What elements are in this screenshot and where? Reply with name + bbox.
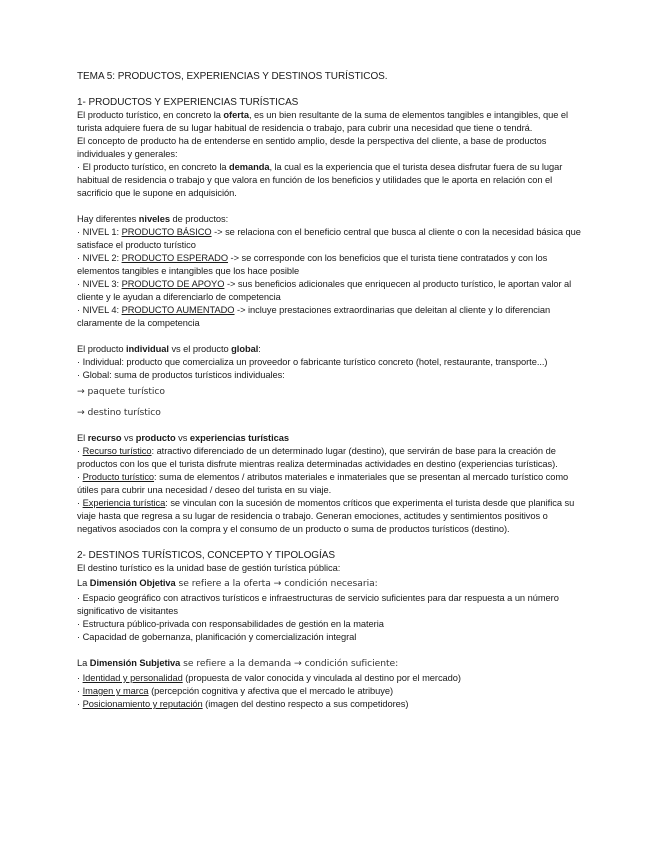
paragraph-niveles: Hay diferentes niveles de productos:: [77, 214, 229, 224]
document-title: TEMA 5: PRODUCTOS, EXPERIENCIAS Y DESTINOS TURÍSTICOS.: [77, 71, 388, 82]
item-recurso: · Recurso turístico: atractivo diferenciado de un determinado lugar (destino), que servirán de base para la creación de productos con los que el turista disfrute mientras realiza determinadas actividades en destino (experiencias turísticas).: [77, 446, 558, 469]
item-experiencia: · Experiencia turística: se vinculan con la sucesión de momentos críticos que experimenta el turista desde que planifica su viaje hasta que regresa a su lugar de residencia o trabajo. Generan emociones, actitudes y sentimientos positivos o negativos asociados con la compra y el consumo de un producto o suma de productos turísticos (destino).: [77, 498, 575, 534]
item-producto: · Producto turístico: suma de elementos / atributos materiales e inmateriales que se presentan al mercado turístico como útiles para cubrir una necesidad / deseo del turista en su viaje.: [77, 472, 569, 495]
paragraph-recurso-producto: El recurso vs producto vs experiencias turísticas: [77, 433, 289, 443]
item-objetiva-3: · Capacidad de gobernanza, planificación y comercialización integral: [77, 632, 357, 642]
paragraph-individual-global: El producto individual vs el producto global:: [77, 344, 261, 354]
nivel-1: · NIVEL 1: PRODUCTO BÁSICO -> se relaciona con el beneficio central que busca al cliente o con la necesidad básica que satisface el producto turístico: [77, 227, 581, 250]
paragraph-destino: El destino turístico es la unidad base de gestión turística pública:: [77, 563, 341, 573]
paragraph-demanda: · El producto turístico, en concreto la demanda, la cual es la experiencia que el turista desea disfrutar fuera de su lugar habitual de residencia o trabajo y que valora en función de los beneficios y utilidades que le aporta en relación con el sacrificio que le supone en adquisición.: [77, 162, 563, 198]
item-subjetiva-2: · Imagen y marca (percepción cognitiva y afectiva que el mercado le atribuye): [77, 686, 394, 696]
item-objetiva-1: · Espacio geográfico con atractivos turísticos e infraestructuras de servicio suficientes para dar respuesta a un número significativo de visitantes: [77, 593, 559, 616]
document-page: [77, 70, 587, 711]
nivel-2: · NIVEL 2: PRODUCTO ESPERADO -> se corresponde con los beneficios que el turista tiene contratados y con los elementos tangibles e intangibles que los hace posible: [77, 253, 548, 276]
item-global: · Global: suma de productos turísticos individuales:: [77, 370, 285, 380]
nivel-4: · NIVEL 4: PRODUCTO AUMENTADO -> incluye prestaciones extraordinarias que deleitan al cliente y lo diferencian claramente de la competencia: [77, 305, 551, 328]
item-individual: · Individual: producto que comercializa un proveedor o fabricante turístico concreto (hotel, restaurante, transporte...): [77, 357, 548, 367]
paragraph-dimension-objetiva: La Dimensión Objetiva se refiere a la oferta → condición necesaria:: [77, 578, 378, 589]
item-subjetiva-1: · Identidad y personalidad (propuesta de valor conocida y vinculada al destino por el mercado): [77, 673, 461, 683]
nivel-3: · NIVEL 3: PRODUCTO DE APOYO -> sus beneficios adicionales que enriquecen al producto turístico, le aportan valor al cliente y le ayudan a diferenciarlo de competencia: [77, 279, 572, 302]
arrow-paquete: → paquete turístico: [77, 386, 165, 397]
paragraph-oferta: El producto turístico, en concreto la oferta, es un bien resultante de la suma de elementos tangibles e intangibles, que el turista adquiere fuera de su lugar habitual de residencia o trabajo, para cubrir una necesidad que tiene o tendrá.: [77, 110, 569, 133]
item-subjetiva-3: · Posicionamiento y reputación (imagen del destino respecto a sus competidores): [77, 699, 409, 709]
paragraph-dimension-subjetiva: La Dimensión Subjetiva se refiere a la demanda → condición suficiente:: [77, 658, 399, 669]
section-1-heading: 1- PRODUCTOS Y EXPERIENCIAS TURÍSTICAS: [77, 97, 299, 108]
paragraph-concepto: El concepto de producto ha de entenderse en sentido amplio, desde la perspectiva del cliente, a base de productos individuales y generales:: [77, 136, 547, 159]
item-objetiva-2: · Estructura público-privada con responsabilidades de gestión en la materia: [77, 619, 384, 629]
section-2-heading: 2- DESTINOS TURÍSTICOS, CONCEPTO Y TIPOLOGÍAS: [77, 550, 335, 561]
arrow-destino: → destino turístico: [77, 407, 161, 418]
